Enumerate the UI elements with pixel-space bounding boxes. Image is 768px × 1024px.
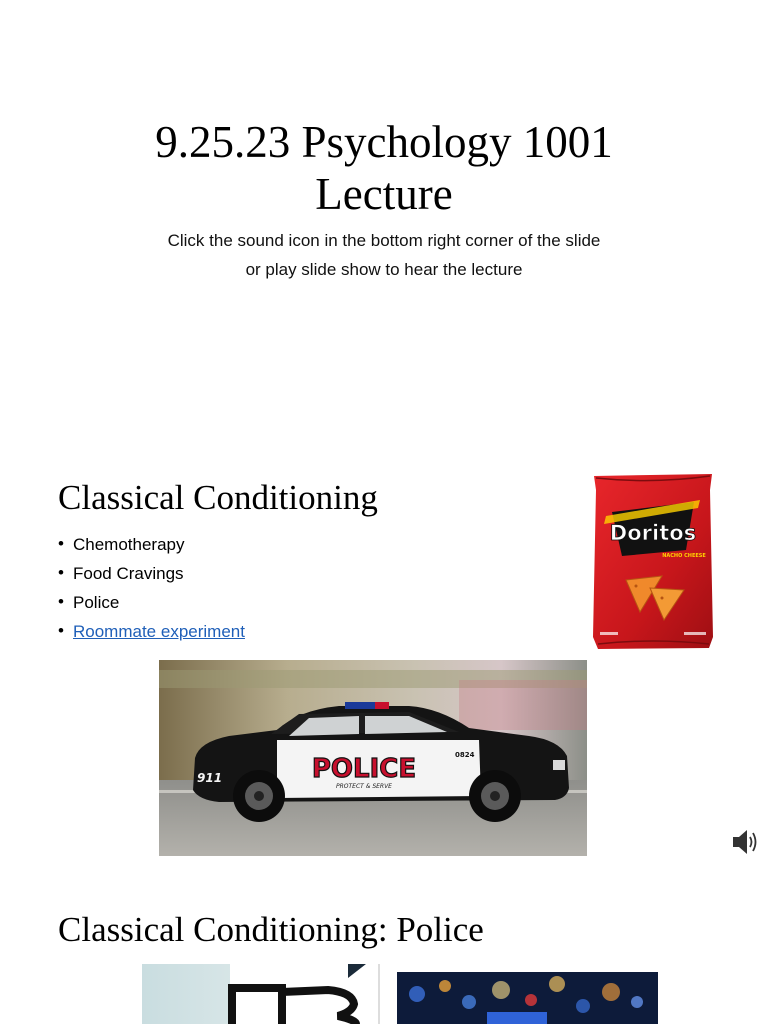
bullet-item: • Chemotherapy [58, 530, 245, 559]
bullet-item-link [58, 617, 245, 646]
lecture-instructions [0, 226, 768, 284]
chips-brand-text: Doritos [609, 521, 697, 545]
police-lights-image [397, 972, 658, 1024]
police-car-number: 0824 [455, 751, 475, 759]
slide-classical-conditioning [0, 430, 768, 870]
police-badge-image [142, 964, 380, 1024]
lecture-title-line1: 9.25.23 Psychology 1001 [155, 117, 613, 167]
sound-icon[interactable] [732, 828, 758, 856]
police-tagline: PROTECT & SERVE [336, 783, 392, 790]
slide-title [0, 0, 768, 430]
police-car-image [159, 660, 587, 856]
bullet-list [58, 530, 245, 646]
bullet-item: • Food Cravings [58, 559, 245, 588]
slide-classical-conditioning-police [0, 870, 768, 1024]
lecture-title [0, 116, 768, 220]
roommate-experiment-link[interactable]: Roommate experiment [73, 622, 245, 641]
police-text: POLICE [311, 754, 417, 784]
slide-heading: Classical Conditioning: Police [58, 910, 484, 949]
bullet-item: • Police [58, 588, 245, 617]
police-911-text: 911 [197, 771, 223, 785]
chips-flavor-text: NACHO CHEESE [662, 553, 706, 559]
instructions-line1: Click the sound icon in the bottom right corner of the slide [167, 231, 601, 250]
slide-heading: Classical Conditioning [58, 478, 378, 517]
instructions-line2: or play slide show to hear the lecture [245, 260, 523, 279]
doritos-bag-image [592, 472, 714, 650]
lecture-title-line2: Lecture [315, 169, 453, 219]
